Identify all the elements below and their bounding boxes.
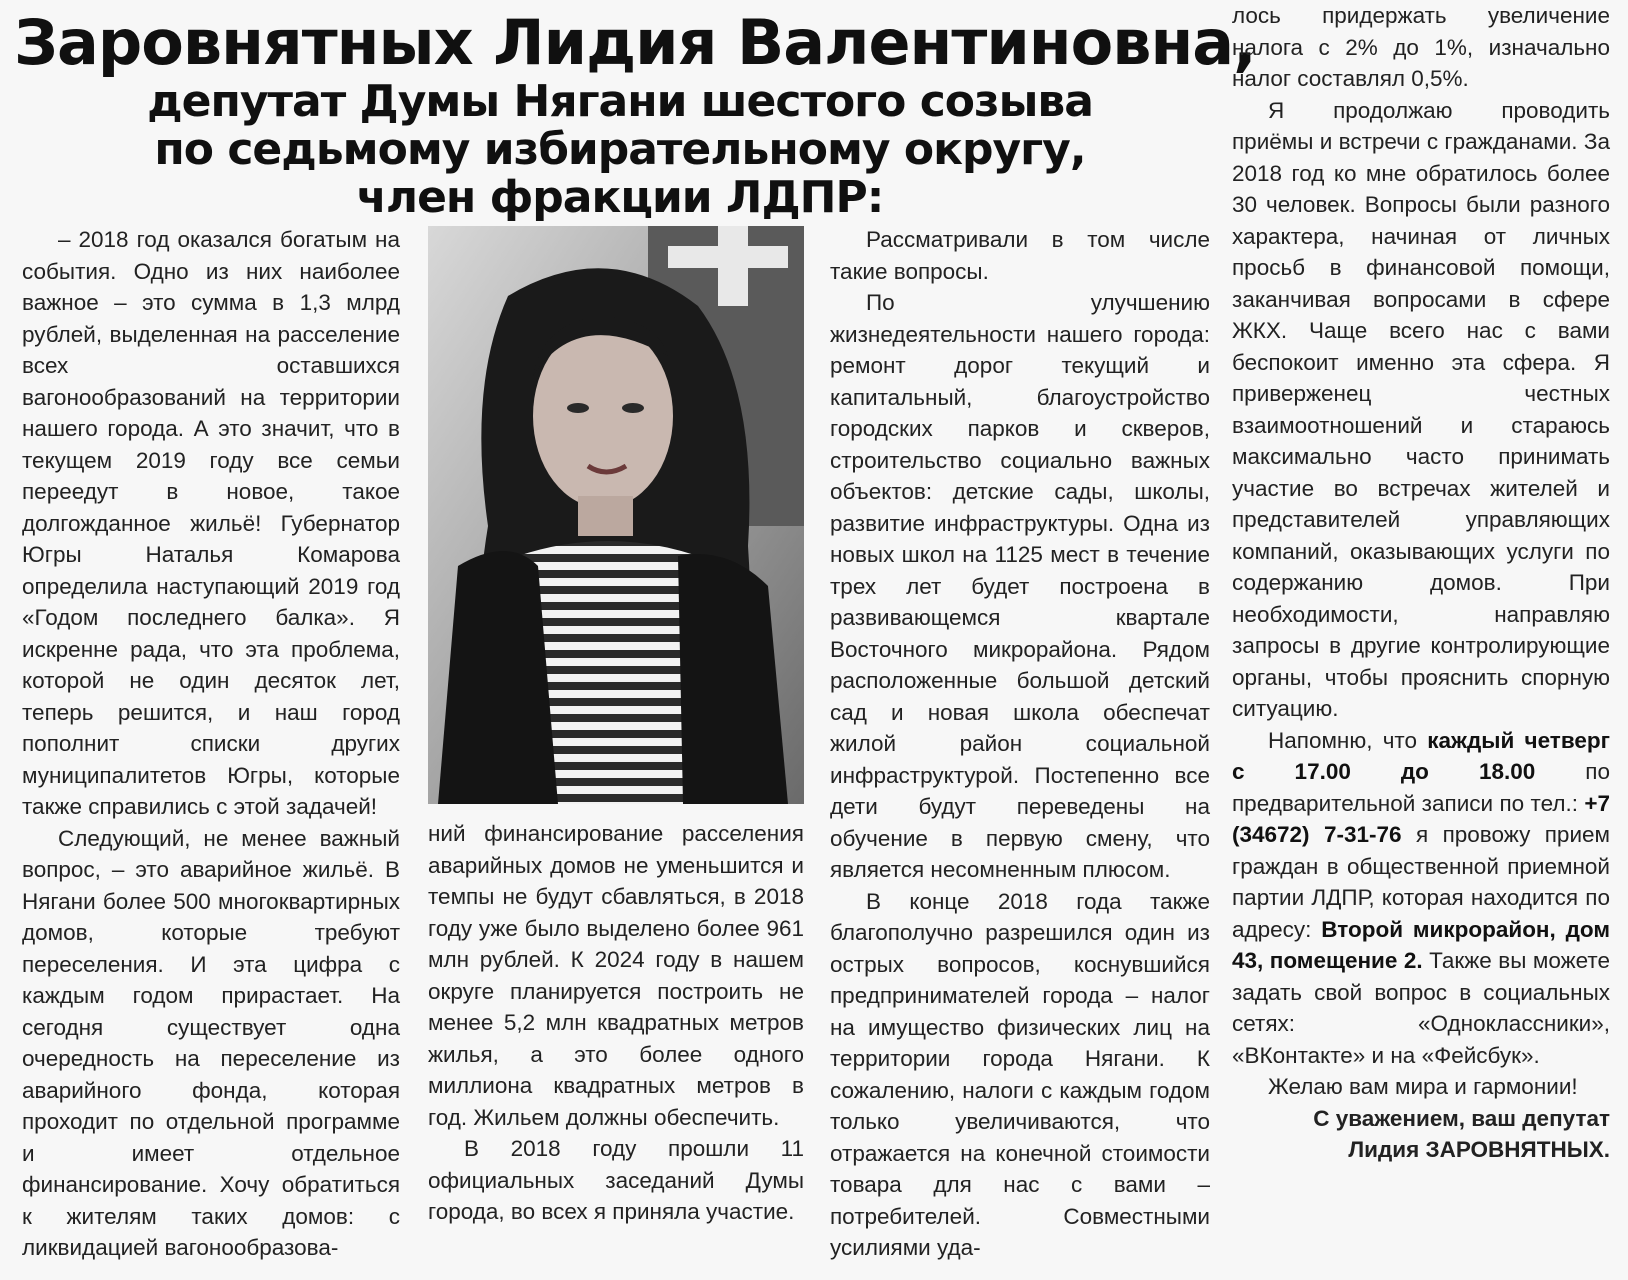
phone-number: +7 (34672) 7-31-76 xyxy=(1232,790,1610,847)
paragraph: По улучшению жизнедеятельности нашего города: ремонт дорог текущий и капитальный, благоустройство городских парков и скверов, строительство социально важных объектов: детские сады, школы, развитие инфраструктуры. Одна из новых школ на 1125 мест в течение трех лет будет построена в развивающемся квартале Восточного микрорайона. Рядом расположенные большой детский сад и новая школа обеспечат жилой район социальной инфраструктурой. Постепенно все дети будут переведены на обучение в первую смену, что является несомненным плюсом. xyxy=(830,290,1210,882)
text-run: Напомню, что xyxy=(1268,727,1428,753)
office-address: Второй микрорайон, дом 43, помещение 2. xyxy=(1232,916,1611,973)
headline-line-3: по седьмому избирательному округу, xyxy=(154,124,1086,175)
signature-line-2: Лидия ЗАРОВНЯТНЫХ. xyxy=(1348,1137,1610,1162)
paragraph: ний финансирование расселения аварийных домов не уменьшится и темпы не будут сбавляться, в 2018 году уже было выделено более 961 млн рублей. К 2024 году в нашем округе планируется построить не менее 5,2 млн квадратных метров жилья, а это более одного миллиона квадратных метров в год. Жильем должны обеспечить. xyxy=(428,821,804,1130)
reception-schedule: каждый четверг с 17.00 до 18.00 xyxy=(1232,727,1610,784)
signature-line-1: С уважением, ваш депутат xyxy=(1313,1105,1610,1131)
paragraph: В конце 2018 года также благополучно разрешился один из острых вопросов, коснувшийся предпринимателей города – налог на имущество физических лиц на территории города Нягани. К сожалению, налоги с каждым годом только увеличиваются, что отражается на конечной стоимости товара для нас с вами – потребителей. Совместными усилиями уда- xyxy=(830,888,1210,1260)
text-column-2 xyxy=(428,818,804,1228)
text-column-4 xyxy=(1232,0,1610,1166)
paragraph: Рассматривали в том числе такие вопросы. xyxy=(830,227,1210,284)
contact-paragraph xyxy=(1232,725,1610,1072)
paragraph: Следующий, не менее важный вопрос, – это аварийное жильё. В Нягани более 500 многоквартирных домов, которые требуют переселения. И эта цифра с каждым годом прирастает. На сегодня существует одна очередность на переселение из аварийного фонда, которая проходит по отдельной программе и имеет отдельное финансирование. Хочу обратиться к жителям таких домов: с ликвидацией вагонообразова- xyxy=(22,825,400,1260)
text-run: Также вы можете задать свой вопрос в социальных сетях: «Одноклассники», «ВКонтакте» и на «Фейсбук». xyxy=(1232,948,1610,1068)
headline-subtitle xyxy=(110,78,1130,222)
portrait-photo xyxy=(428,226,804,804)
text-column-1 xyxy=(22,224,400,1264)
text-run: по предварительной записи по тел.: xyxy=(1232,759,1610,816)
headline-line-4: член фракции ЛДПР: xyxy=(356,172,884,223)
text-run: я провожу прием граждан в общественной приемной партии ЛДПР, которая находится по адресу: xyxy=(1232,822,1610,942)
paragraph: Желаю вам мира и гармонии! xyxy=(1268,1074,1578,1099)
paragraph: – 2018 год оказался богатым на события. Одно из них наиболее важное – это сумма в 1,3 млрд рублей, выделенная на расселение всех оставшихся вагонообразований на территории нашего города. А это значит, что в текущем 2019 году все семьи переедут в новое, такое долгожданное жильё! Губернатор Югры Наталья Комарова определила наступающий 2019 год «Годом последнего балка». Я искренне рада, что эта проблема, которой не один десяток лет, теперь решится, и наш город пополнит списки других муниципалитетов Югры, которые также справились с этой задачей! xyxy=(22,227,400,819)
headline-name: Заровнятных Лидия Валентиновна, xyxy=(14,6,1256,79)
portrait-illustration xyxy=(428,226,804,804)
paragraph: лось придержать увеличение налога с 2% до 1%, изначально налог составлял 0,5%. xyxy=(1232,3,1610,91)
text-column-3 xyxy=(830,224,1210,1264)
paragraph: В 2018 году прошли 11 официальных заседаний Думы города, во всех я приняла участие. xyxy=(428,1136,804,1224)
headline-line-2: депутат Думы Нягани шестого созыва xyxy=(147,76,1093,127)
paragraph: Я продолжаю проводить приёмы и встречи с гражданами. За 2018 год ко мне обратилось более 30 человек. Вопросы были разного характера, начиная от личных просьб в финансовой помощи, заканчивая вопросами в сфере ЖКХ. Чаще всего нас с вами беспокоит именно эта сфера. Я приверженец честных взаимоотношений и стараюсь максимально часто принимать участие во встречах жителей и представителей управляющих компаний, оказывающих услуги по содержанию домов. При необходимости, направляю запросы в другие контролирующие органы, чтобы прояснить спорную ситуацию. xyxy=(1232,97,1610,721)
